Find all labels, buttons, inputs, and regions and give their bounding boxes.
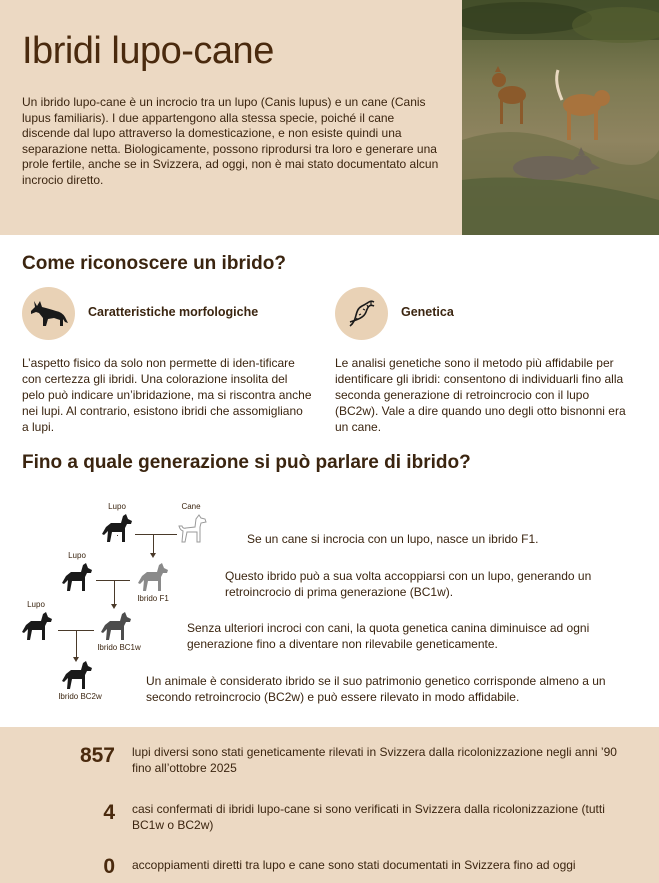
page-title: Ibridi lupo-cane	[22, 30, 274, 72]
label-lupo-1: Lupo	[108, 502, 126, 511]
wolf-icon	[60, 561, 94, 598]
morphology-text: L’aspetto fisico da solo non permette di iden-tificare con certezza gli ibridi. Una colorazione insolita del pelo può indicare un’ibridazione, ma si riscontra anche nei lupi. Al contrario, esistono ibridi che assomigliano a lupi.	[22, 356, 312, 434]
step-4-text: Un animale è considerato ibrido se il suo patrimonio genetico corrisponde almeno a un secondo retroincrocio (BC2w) e può essere rilevato in modo affidabile.	[146, 674, 606, 704]
recognize-section-title: Come riconoscere un ibrido?	[22, 253, 286, 274]
dog-icon	[175, 512, 209, 549]
label-f1: Ibrido F1	[137, 594, 169, 603]
label-bc2w: Ibrido BC2w	[58, 692, 102, 701]
label-bc1w: Ibrido BC1w	[97, 643, 141, 652]
wolf-icon	[20, 610, 54, 647]
step-1-text: Se un cane si incrocia con un lupo, nasce un ibrido F1.	[247, 532, 539, 546]
intro-paragraph: Un ibrido lupo-cane è un incrocio tra un lupo (Canis lupus) e un cane (Canis lupus familiaris). I due appartengono alla stessa specie, poiché il cane discende dal lupo attraverso la domesticazione, e non esiste quindi una separazione netta. Biologicamente, possono riprodursi tra loro e generare una prole fertile, anche se in Svizzera, ad oggi, non è mai stato documentato alcun incrocio diretto.	[22, 95, 439, 187]
step-2-text: Questo ibrido può a sua volta accoppiarsi con un lupo, generando un retroincrocio di prima generazione (BC1w).	[225, 569, 592, 599]
stat-number-matings: 0	[103, 855, 115, 878]
generations-section-title: Fino a quale generazione si può parlare di ibrido?	[22, 452, 471, 473]
arrow-down-icon	[150, 553, 156, 558]
connector-row2	[96, 580, 130, 581]
label-lupo-2: Lupo	[68, 551, 86, 560]
step-3-text: Senza ulteriori incroci con cani, la quota genetica canina diminuisce ad ogni generazione fino a diventare non rilevabile geneticamente.	[187, 621, 590, 651]
label-lupo-3: Lupo	[27, 600, 45, 609]
stat-number-wolves: 857	[79, 744, 115, 767]
arrow-down-icon	[111, 604, 117, 609]
connector-down-3	[76, 630, 77, 660]
genetics-label: Genetica	[401, 305, 454, 319]
connector-down-2	[114, 580, 115, 607]
connector-row1	[135, 534, 177, 535]
genetics-text: Le analisi genetiche sono il metodo più affidabile per identificare gli ibridi: consentono di individuarli fino alla seconda generazione di retroincrocio con il lupo (BC2w). Vale a dire quando uno degli otto bisnonni era un cane.	[335, 356, 626, 434]
hybrid-bc2w-icon	[60, 659, 94, 696]
stat-number-hybrids: 4	[103, 801, 115, 824]
label-cane: Cane	[181, 502, 201, 511]
wolf-icon	[100, 512, 134, 549]
morphology-label: Caratteristiche morfologiche	[88, 305, 259, 319]
wolf-icon	[22, 287, 75, 340]
hybrid-bc1w-icon	[99, 610, 133, 647]
stat-text-matings: accoppiamenti diretti tra lupo e cane sono stati documentati in Svizzera fino ad oggi	[132, 858, 576, 872]
dna-icon	[335, 287, 388, 340]
stat-text-hybrids: casi confermati di ibridi lupo-cane si sono verificati in Svizzera dalla ricolonizzazione (tutti BC1w o BC2w)	[132, 802, 605, 832]
connector	[117, 535, 118, 536]
hybrid-f1-icon	[136, 561, 170, 598]
wolf-dog-photo	[462, 0, 659, 235]
stat-text-wolves: lupi diversi sono stati geneticamente rilevati in Svizzera dalla ricolonizzazione negli anni ’90 fino all’ottobre 2025	[132, 745, 617, 775]
stats-band	[0, 727, 659, 883]
